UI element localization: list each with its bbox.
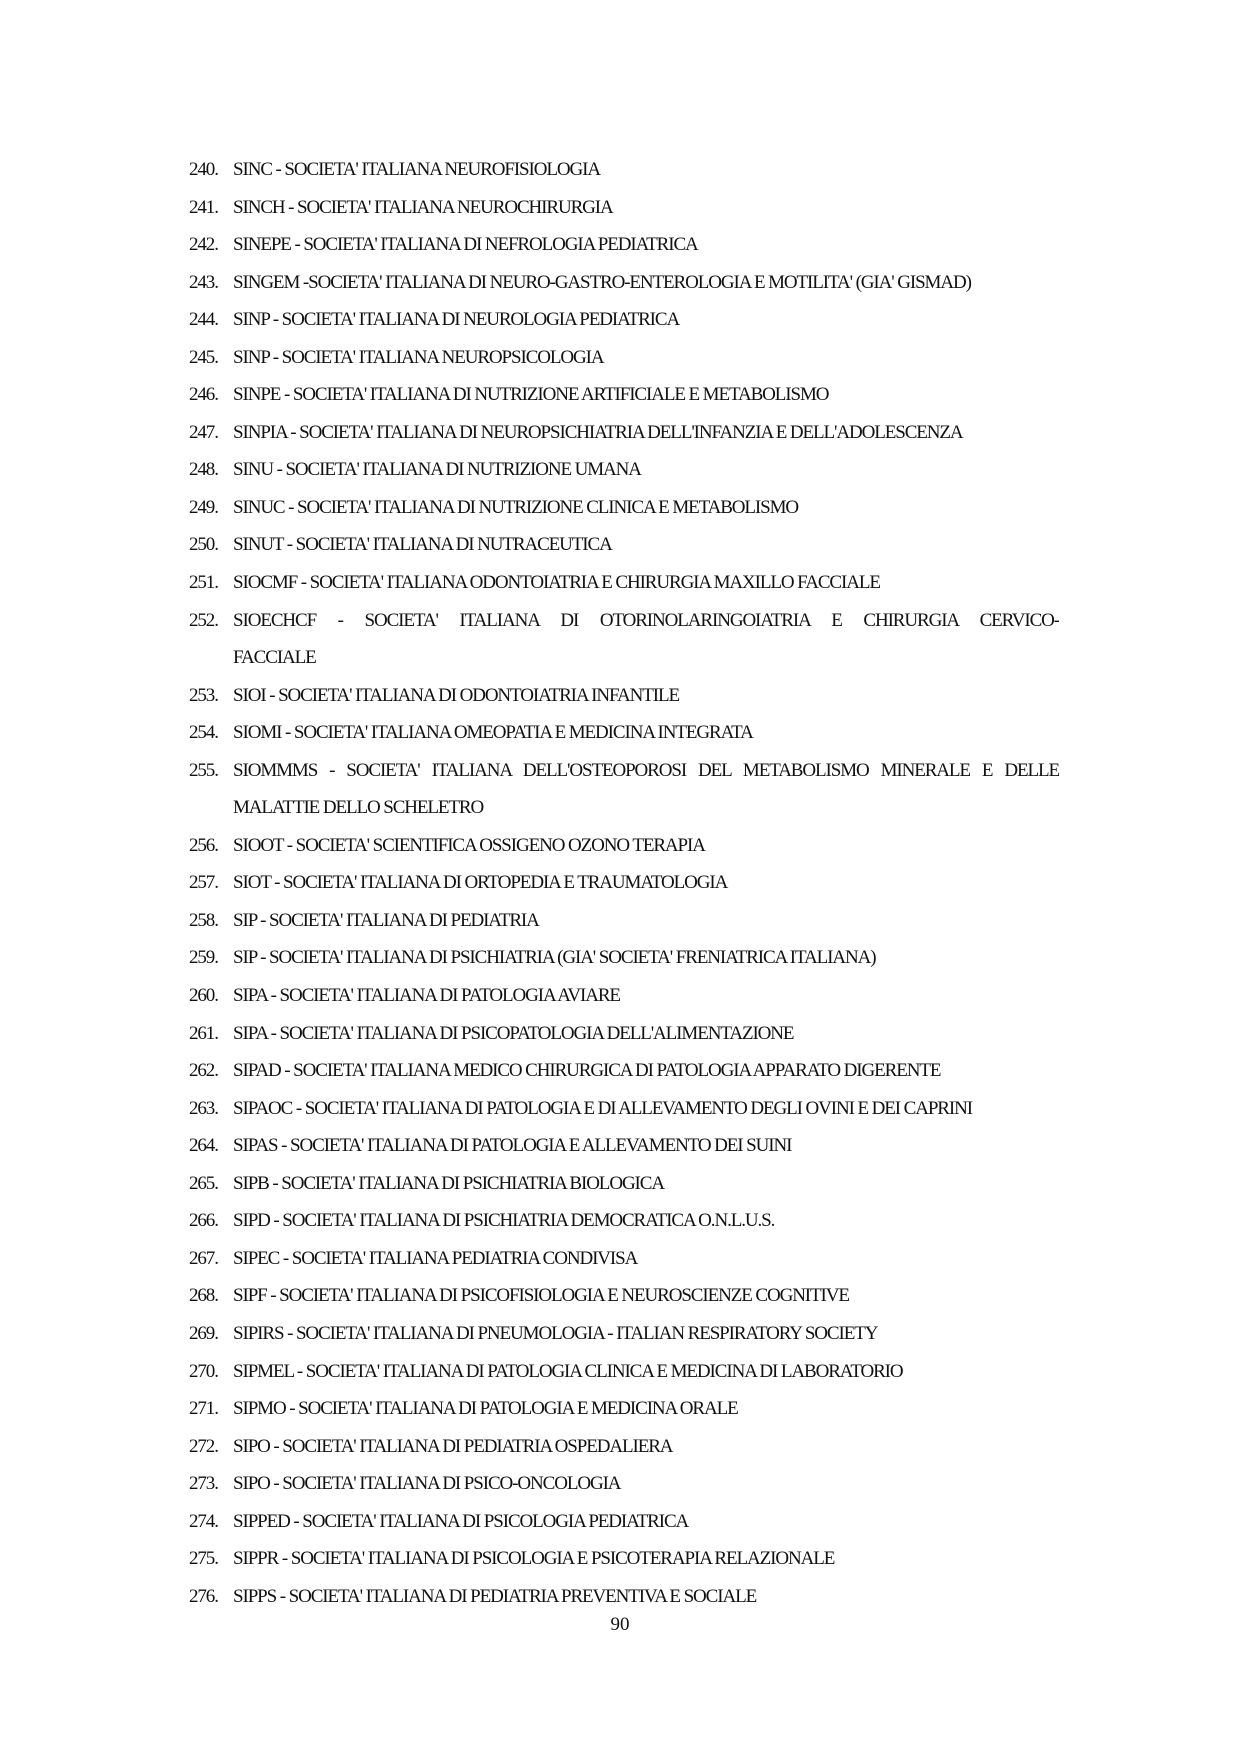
item-text: SIPA - SOCIETA' ITALIANA DI PSICOPATOLOGIA DELL'ALIMENTAZIONE — [233, 1022, 794, 1044]
list-item — [189, 1428, 1059, 1466]
list-item — [189, 1165, 1059, 1203]
item-number: 246. — [189, 384, 218, 406]
item-number: 267. — [189, 1247, 218, 1269]
list-item — [189, 226, 1059, 264]
item-text: SIOMMMS - SOCIETA' ITALIANA DELL'OSTEOPOROSI DEL METABOLISMO MINERALE E DELLE — [233, 759, 1059, 781]
item-text: SINCH - SOCIETA' ITALIANA NEUROCHIRURGIA — [233, 196, 613, 218]
item-number: 256. — [189, 834, 218, 856]
indent — [189, 639, 233, 677]
item-number: 247. — [189, 421, 218, 443]
item-number: 244. — [189, 309, 218, 331]
item-number: 245. — [189, 346, 218, 368]
list-item — [189, 151, 1059, 189]
item-number: 271. — [189, 1398, 218, 1420]
item-number: 263. — [189, 1097, 218, 1119]
item-number: 248. — [189, 459, 218, 481]
list-item-continuation — [189, 639, 1059, 677]
list-item — [189, 301, 1059, 339]
item-number: 249. — [189, 496, 218, 518]
list-item — [189, 602, 1059, 640]
item-text: SINEPE - SOCIETA' ITALIANA DI NEFROLOGIA PEDIATRICA — [233, 234, 698, 256]
item-number: 257. — [189, 872, 218, 894]
item-text: SIPB - SOCIETA' ITALIANA DI PSICHIATRIA BIOLOGICA — [233, 1172, 664, 1194]
item-number: 252. — [189, 609, 218, 631]
item-number: 253. — [189, 684, 218, 706]
list-item — [189, 752, 1059, 790]
page-number: 90 — [610, 1614, 630, 1635]
list-item — [189, 1353, 1059, 1391]
list-item-continuation — [189, 789, 1059, 827]
list-item — [189, 977, 1059, 1015]
item-text: SIPEC - SOCIETA' ITALIANA PEDIATRIA CONDIVISA — [233, 1247, 638, 1269]
item-text: SIP - SOCIETA' ITALIANA DI PSICHIATRIA (GIA' SOCIETA' FRENIATRICA ITALIANA) — [233, 947, 876, 969]
list-item — [189, 264, 1059, 302]
item-text: SIPMEL - SOCIETA' ITALIANA DI PATOLOGIA CLINICA E MEDICINA DI LABORATORIO — [233, 1360, 903, 1382]
item-text: SIPPR - SOCIETA' ITALIANA DI PSICOLOGIA E PSICOTERAPIA RELAZIONALE — [233, 1548, 835, 1570]
item-number: 241. — [189, 196, 218, 218]
item-text: SINPIA - SOCIETA' ITALIANA DI NEUROPSICHIATRIA DELL'INFANZIA E DELL'ADOLESCENZA — [233, 421, 963, 443]
item-number: 260. — [189, 985, 218, 1007]
list-item — [189, 714, 1059, 752]
item-text: SIOECHCF - SOCIETA' ITALIANA DI OTORINOLARINGOIATRIA E CHIRURGIA CERVICO- — [233, 609, 1059, 631]
list-item — [189, 1578, 1059, 1616]
item-text: SIPMO - SOCIETA' ITALIANA DI PATOLOGIA E MEDICINA ORALE — [233, 1398, 738, 1420]
list-item — [189, 902, 1059, 940]
item-number: 258. — [189, 909, 218, 931]
item-number: 242. — [189, 234, 218, 256]
list-item — [189, 1540, 1059, 1578]
item-number: 275. — [189, 1548, 218, 1570]
list-item — [189, 189, 1059, 227]
item-text: SINU - SOCIETA' ITALIANA DI NUTRIZIONE UMANA — [233, 459, 641, 481]
item-number: 262. — [189, 1060, 218, 1082]
item-text: SIOOT - SOCIETA' SCIENTIFICA OSSIGENO OZONO TERAPIA — [233, 834, 705, 856]
item-text: SIPO - SOCIETA' ITALIANA DI PSICO-ONCOLOGIA — [233, 1473, 621, 1495]
item-number: 254. — [189, 722, 218, 744]
item-number: 261. — [189, 1022, 218, 1044]
list-item — [189, 1015, 1059, 1053]
item-text: SINP - SOCIETA' ITALIANA NEUROPSICOLOGIA — [233, 346, 604, 368]
item-text: SINUT - SOCIETA' ITALIANA DI NUTRACEUTICA — [233, 534, 612, 556]
item-number: 274. — [189, 1510, 218, 1532]
indent — [189, 789, 233, 827]
society-list — [189, 151, 1059, 1615]
item-text: SINGEM -SOCIETA' ITALIANA DI NEURO-GASTRO-ENTEROLOGIA E MOTILITA' (GIA' GISMAD) — [233, 271, 971, 293]
list-item — [189, 1240, 1059, 1278]
item-number: 273. — [189, 1473, 218, 1495]
item-number: 266. — [189, 1210, 218, 1232]
item-text: SIOCMF - SOCIETA' ITALIANA ODONTOIATRIA E CHIRURGIA MAXILLO FACCIALE — [233, 572, 880, 594]
item-number: 251. — [189, 572, 218, 594]
item-number: 272. — [189, 1435, 218, 1457]
item-text: SINP - SOCIETA' ITALIANA DI NEUROLOGIA PEDIATRICA — [233, 309, 680, 331]
item-text: SIPAOC - SOCIETA' ITALIANA DI PATOLOGIA E DI ALLEVAMENTO DEGLI OVINI E DEI CAPRINI — [233, 1097, 972, 1119]
list-item — [189, 451, 1059, 489]
item-text-continued: MALATTIE DELLO SCHELETRO — [233, 797, 484, 819]
item-number: 265. — [189, 1172, 218, 1194]
item-text: SINUC - SOCIETA' ITALIANA DI NUTRIZIONE CLINICA E METABOLISMO — [233, 496, 799, 518]
item-text: SIPA - SOCIETA' ITALIANA DI PATOLOGIA AVIARE — [233, 985, 620, 1007]
list-item — [189, 827, 1059, 865]
item-text: SIPPS - SOCIETA' ITALIANA DI PEDIATRIA PREVENTIVA E SOCIALE — [233, 1585, 757, 1607]
list-item — [189, 526, 1059, 564]
item-text: SIPF - SOCIETA' ITALIANA DI PSICOFISIOLOGIA E NEUROSCIENZE COGNITIVE — [233, 1285, 849, 1307]
item-number: 259. — [189, 947, 218, 969]
list-item — [189, 1052, 1059, 1090]
list-item — [189, 376, 1059, 414]
item-number: 240. — [189, 159, 218, 180]
item-number: 255. — [189, 759, 218, 781]
list-item — [189, 1315, 1059, 1353]
item-text: SIOT - SOCIETA' ITALIANA DI ORTOPEDIA E TRAUMATOLOGIA — [233, 872, 728, 894]
list-item — [189, 339, 1059, 377]
item-number: 270. — [189, 1360, 218, 1382]
item-text: SIPO - SOCIETA' ITALIANA DI PEDIATRIA OSPEDALIERA — [233, 1435, 673, 1457]
list-item — [189, 1127, 1059, 1165]
item-number: 243. — [189, 271, 218, 293]
list-item — [189, 939, 1059, 977]
item-text: SIPD - SOCIETA' ITALIANA DI PSICHIATRIA DEMOCRATICA O.N.L.U.S. — [233, 1210, 775, 1232]
list-item — [189, 864, 1059, 902]
item-text: SIPAD - SOCIETA' ITALIANA MEDICO CHIRURGICA DI PATOLOGIA APPARATO DIGERENTE — [233, 1060, 941, 1082]
item-number: 264. — [189, 1135, 218, 1157]
item-number: 269. — [189, 1322, 218, 1344]
list-item — [189, 1277, 1059, 1315]
item-number: 276. — [189, 1585, 218, 1607]
list-item — [189, 1465, 1059, 1503]
item-text: SIPPED - SOCIETA' ITALIANA DI PSICOLOGIA PEDIATRICA — [233, 1510, 689, 1532]
item-text: SIPAS - SOCIETA' ITALIANA DI PATOLOGIA E ALLEVAMENTO DEI SUINI — [233, 1135, 792, 1157]
item-text: SIOI - SOCIETA' ITALIANA DI ODONTOIATRIA INFANTILE — [233, 684, 680, 706]
item-text-continued: FACCIALE — [233, 647, 316, 669]
list-item — [189, 489, 1059, 527]
list-item — [189, 1503, 1059, 1541]
item-text: SINC - SOCIETA' ITALIANA NEUROFISIOLOGIA — [233, 159, 600, 180]
item-text: SIOMI - SOCIETA' ITALIANA OMEOPATIA E MEDICINA INTEGRATA — [233, 722, 753, 744]
list-item — [189, 564, 1059, 602]
list-item — [189, 1202, 1059, 1240]
item-text: SIPIRS - SOCIETA' ITALIANA DI PNEUMOLOGIA - ITALIAN RESPIRATORY SOCIETY — [233, 1322, 878, 1344]
item-number: 268. — [189, 1285, 218, 1307]
item-text: SIP - SOCIETA' ITALIANA DI PEDIATRIA — [233, 909, 539, 931]
list-item — [189, 677, 1059, 715]
list-item — [189, 414, 1059, 452]
item-text: SINPE - SOCIETA' ITALIANA DI NUTRIZIONE ARTIFICIALE E METABOLISMO — [233, 384, 829, 406]
item-number: 250. — [189, 534, 218, 556]
list-item — [189, 1390, 1059, 1428]
list-item — [189, 1090, 1059, 1128]
